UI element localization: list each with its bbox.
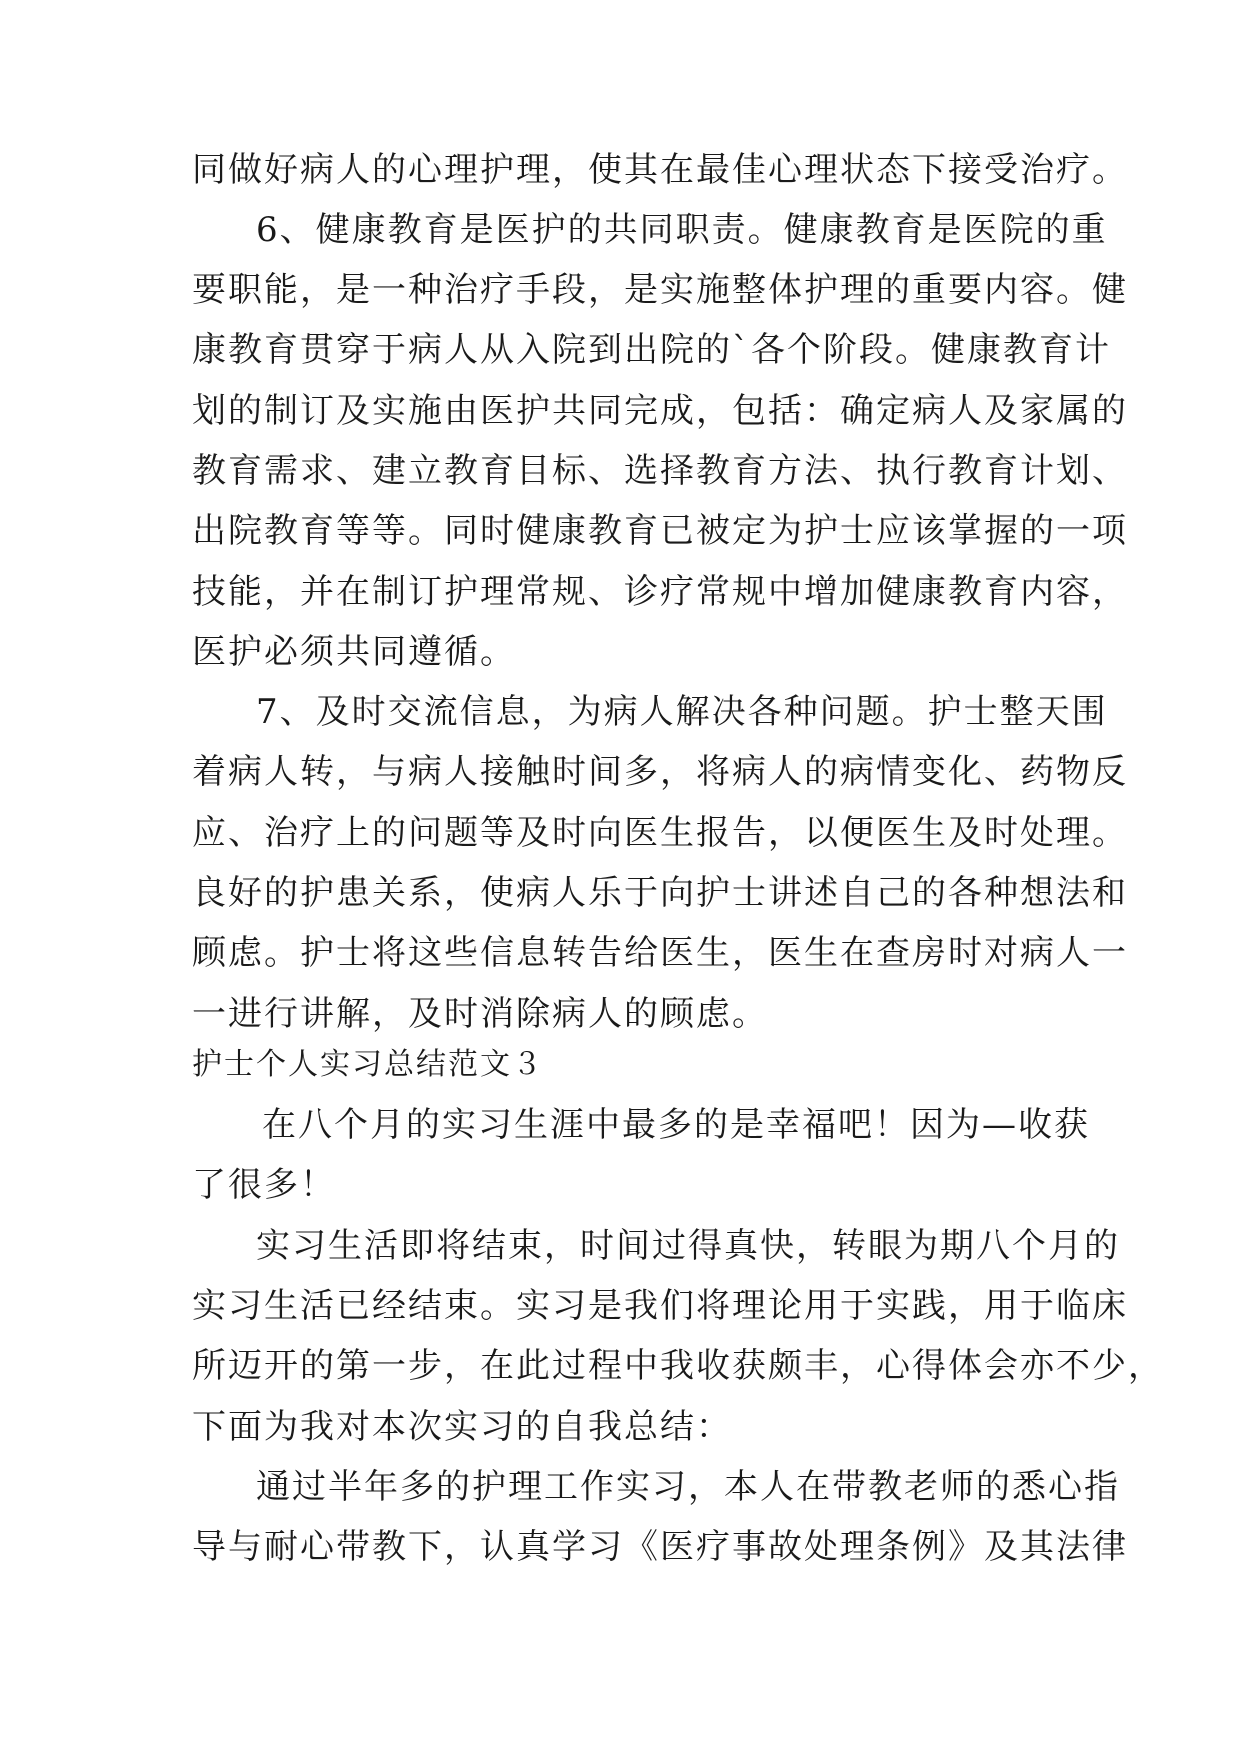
paragraph-line: 着病人转，与病人接触时间多，将病人的病情变化、药物反 xyxy=(192,752,1128,792)
paragraph-line: 要职能，是一种治疗手段，是实施整体护理的重要内容。健 xyxy=(192,270,1128,310)
paragraph-line: 康教育贯穿于病人从入院到出院的`各个阶段。健康教育计 xyxy=(192,330,1111,370)
paragraph-line: 实习生活已经结束。实习是我们将理论用于实践，用于临床 xyxy=(192,1286,1128,1326)
paragraph-line: 所迈开的第一步，在此过程中我收获颇丰，心得体会亦不少， xyxy=(192,1346,1164,1386)
paragraph-line: 了很多！ xyxy=(192,1165,336,1205)
section-heading: 护士个人实习总结范文３ xyxy=(192,1047,544,1082)
paragraph-line: 7、及时交流信息，为病人解决各种问题。护士整天围 xyxy=(256,692,1108,732)
paragraph-line: 在八个月的实习生涯中最多的是幸福吧！因为—收获 xyxy=(262,1105,1090,1145)
paragraph-line: 实习生活即将结束，时间过得真快，转眼为期八个月的 xyxy=(256,1226,1120,1266)
paragraph-line: 顾虑。护士将这些信息转告给医生，医生在查房时对病人一 xyxy=(192,933,1128,973)
paragraph-line: 下面为我对本次实习的自我总结： xyxy=(192,1407,732,1447)
paragraph-line: 技能，并在制订护理常规、诊疗常规中增加健康教育内容， xyxy=(192,572,1128,612)
paragraph-line: 划的制订及实施由医护共同完成，包括：确定病人及家属的 xyxy=(192,391,1128,431)
paragraph-line: 一进行讲解，及时消除病人的顾虑。 xyxy=(192,994,768,1034)
paragraph-line: 良好的护患关系，使病人乐于向护士讲述自己的各种想法和 xyxy=(192,873,1128,913)
paragraph-line: 通过半年多的护理工作实习，本人在带教老师的悉心指 xyxy=(256,1467,1120,1507)
paragraph-line: 6、健康教育是医护的共同职责。健康教育是医院的重 xyxy=(256,210,1108,250)
paragraph-line: 教育需求、建立教育目标、选择教育方法、执行教育计划、 xyxy=(192,451,1128,491)
paragraph-line: 医护必须共同遵循。 xyxy=(192,632,516,672)
paragraph-line: 导与耐心带教下，认真学习《医疗事故处理条例》及其法律 xyxy=(192,1527,1128,1567)
paragraph-line: 应、治疗上的问题等及时向医生报告，以便医生及时处理。 xyxy=(192,813,1128,853)
paragraph-line: 同做好病人的心理护理，使其在最佳心理状态下接受治疗。 xyxy=(192,150,1128,190)
paragraph-line: 出院教育等等。同时健康教育已被定为护士应该掌握的一项 xyxy=(192,511,1128,551)
